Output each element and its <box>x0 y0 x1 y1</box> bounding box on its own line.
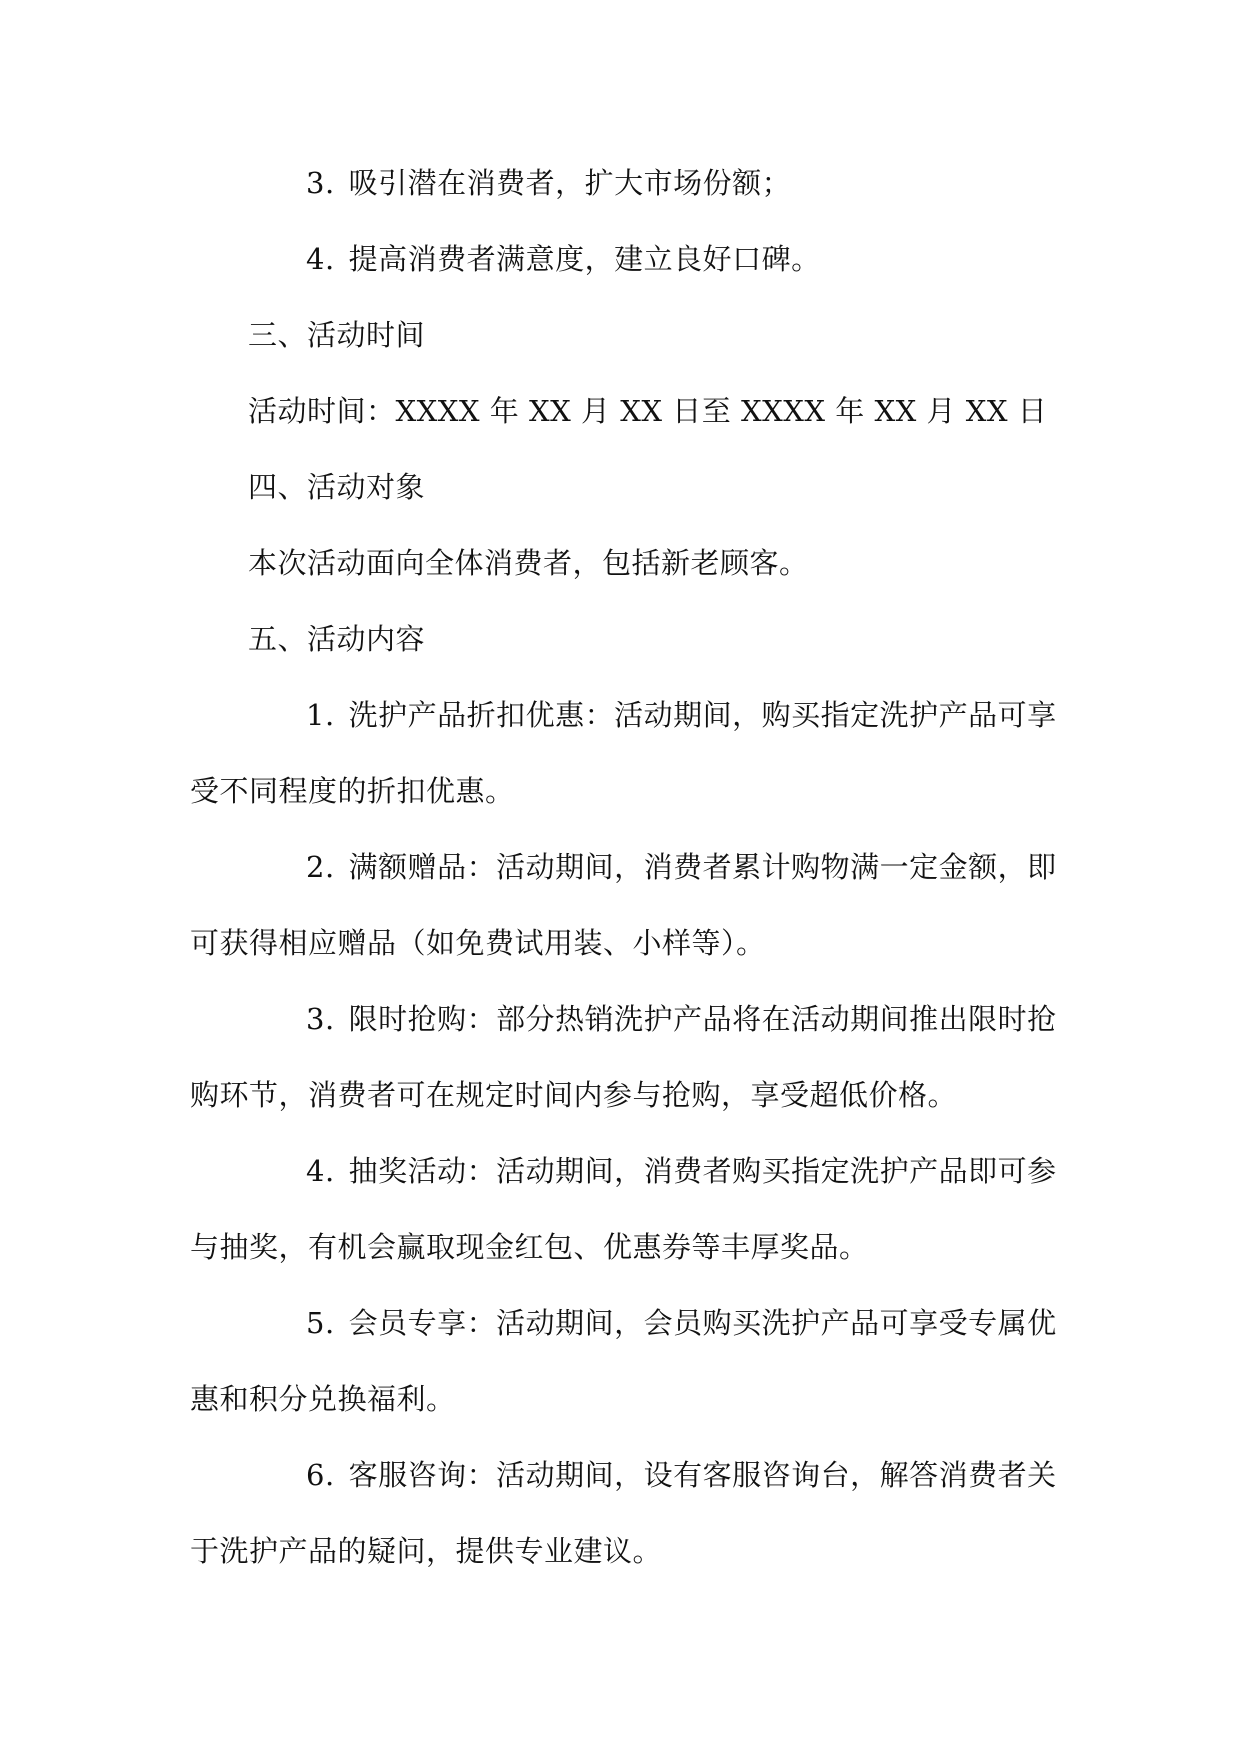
list-number: 5. <box>306 1306 335 1340</box>
list-number: 1. <box>306 698 335 732</box>
list-text: 会员专享：活动期间，会员购买洗护产品可享受专属优惠和积分兑换福利。 <box>190 1306 1057 1416</box>
list-text: 吸引潜在消费者，扩大市场份额； <box>348 166 792 200</box>
goal-item-3 <box>190 145 1060 221</box>
list-number: 4. <box>306 242 335 276</box>
list-number: 4. <box>306 1154 335 1188</box>
section-heading-content: 五、活动内容 <box>248 622 426 656</box>
goal-item-4 <box>190 221 1060 297</box>
content-item-1 <box>190 677 1060 829</box>
list-number: 2. <box>306 850 335 884</box>
list-text: 洗护产品折扣优惠：活动期间，购买指定洗护产品可享受不同程度的折扣优惠。 <box>190 698 1057 808</box>
list-number: 3. <box>306 166 335 200</box>
list-number: 3. <box>306 1002 335 1036</box>
content-item-4 <box>190 1133 1060 1285</box>
list-text: 抽奖活动：活动期间，消费者购买指定洗护产品即可参与抽奖，有机会赢取现金红包、优惠券等丰厚奖品。 <box>190 1154 1057 1264</box>
content-item-3 <box>190 981 1060 1133</box>
document-body <box>190 145 1060 1589</box>
content-item-2 <box>190 829 1060 981</box>
section-heading-time: 三、活动时间 <box>248 318 426 352</box>
section-heading-target: 四、活动对象 <box>248 470 426 504</box>
list-text: 满额赠品：活动期间，消费者累计购物满一定金额，即可获得相应赠品（如免费试用装、小样等）。 <box>190 850 1057 960</box>
content-item-6 <box>190 1437 1060 1589</box>
activity-target-text: 本次活动面向全体消费者，包括新老顾客。 <box>248 546 809 580</box>
content-item-5 <box>190 1285 1060 1437</box>
activity-time-text: 活动时间：XXXX 年 XX 月 XX 日至 XXXX 年 XX 月 XX 日 <box>248 394 1048 428</box>
list-number: 6. <box>306 1458 335 1492</box>
list-text: 限时抢购：部分热销洗护产品将在活动期间推出限时抢购环节，消费者可在规定时间内参与抢购，享受超低价格。 <box>190 1002 1057 1112</box>
list-text: 提高消费者满意度，建立良好口碑。 <box>348 242 821 276</box>
list-text: 客服咨询：活动期间，设有客服咨询台，解答消费者关于洗护产品的疑问，提供专业建议。 <box>190 1458 1057 1568</box>
